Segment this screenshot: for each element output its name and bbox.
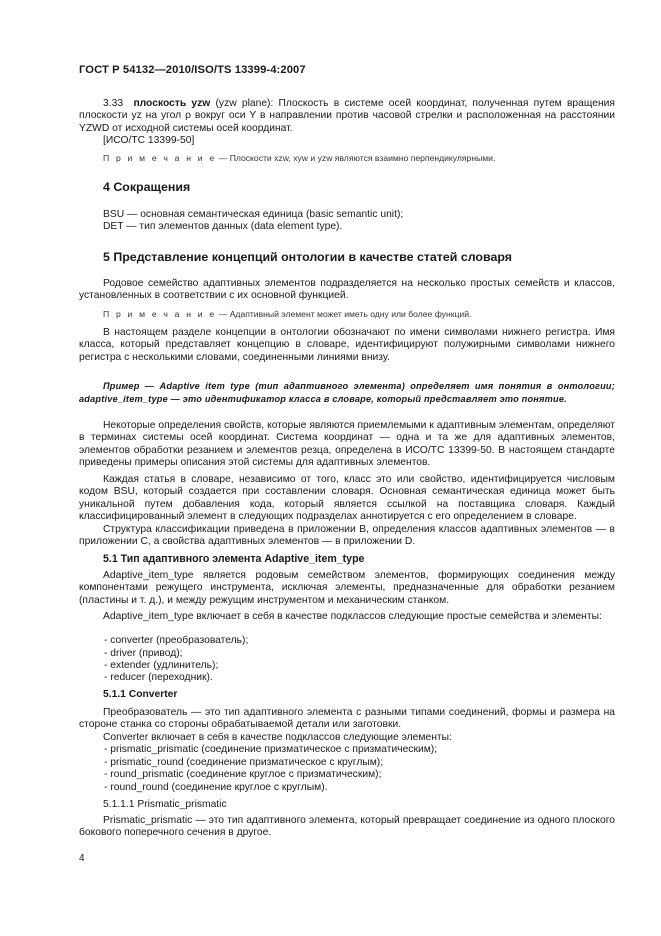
section-5-1-1-heading: 5.1.1 Converter — [103, 689, 178, 700]
section-5-1-paragraph-2: Adaptive_item_type включает в себя в качестве подклассов следующие простые семейства и элементы: — [103, 611, 602, 622]
note-label: П р и м е ч а н и е — [103, 153, 217, 163]
section-5-1-1-paragraph-2: Converter включает в себя в качестве подклассов следующие элементы: — [103, 732, 452, 743]
section-5-1-1-1-paragraph: Prismatic_prismatic — это тип адаптивного элемента, который превращает соединение из одного плоского бокового поперечного сечения в другое. — [79, 815, 615, 839]
section-5-1-paragraph-1: Adaptive_item_type является родовым семейством элементов, формирующих соединения между компонентами режущего инструмента, исключая элементы, предназначенные для обработки резанием (пластины и т. д.), и между режущим инструментом и механическим станком. — [79, 570, 615, 606]
section-5-heading: 5 Представление концепций онтологии в качестве статей словаря — [103, 250, 512, 264]
section-5-paragraph-5: Структура классификации приведена в приложении B, определения классов адаптивных элементов — в приложении C, а свойства адаптивных элементов — в приложении D. — [79, 524, 615, 548]
list-item: - converter (преобразователь); — [104, 635, 249, 646]
list-item: - round_prismatic (соединение круглое с призматическим); — [104, 769, 382, 780]
section-5-1-1-paragraph-1: Преобразователь — это тип адаптивного элемента с разными типами соединений, формы и размера на стороне станка со стороны обрабатываемой детали или заготовки. — [79, 707, 615, 731]
list-item: - round_round (соединение круглое с круглым). — [104, 782, 328, 793]
abbrev-item-1: BSU — основная семантическая единица (basic semantic unit); — [103, 209, 404, 220]
term-note — [79, 153, 615, 164]
section-5-note — [79, 309, 615, 320]
section-5-example: Пример — Adaptive item type (тип адаптивного элемента) определяет имя понятия в онтологии; adaptive_item_type — это идентификатор класса в словаре, который представляет это понятие. — [79, 381, 615, 404]
section-5-paragraph-4: Каждая статья в словаре, независимо от того, класс это или свойство, идентифицируется числовым кодом BSU, который создается при составлении словаря. Основная семантическая единица может быть уникальной путем добавления кода, который является ссылкой на поставщика словаря. Каждый классифицированный элемент в следующих подразделах аннотируется с его определением в словаре. — [79, 474, 615, 523]
list-item: - extender (удлинитель); — [104, 660, 219, 671]
term-name: плоскость yzw — [133, 98, 211, 109]
section-5-paragraph-2: В настоящем разделе концепции в онтологии обозначают по имени символами нижнего регистра. Имя класса, который представляет концепцию в словаре, идентифицируют полужирными символами нижнего регистра с несколькими словами, соединенными линиями внизу. — [79, 327, 615, 363]
term-text: (yzw plane): Плоскость в системе осей координат, полученная путем вращения плоскости yz на угол ρ вокруг оси Y в направлении против часовой стрелки и расположенная на расстоянии YZWD от исходной системы осей координат. — [79, 98, 615, 134]
note-text: — Плоскости xzw, xyw и yzw являются взаимно перпендикулярными. — [216, 153, 496, 163]
note-label: П р и м е ч а н и е — [103, 309, 217, 319]
section-5-paragraph-3: Некоторые определения свойств, которые являются приемлемыми к адаптивным элементам, определяют в терминах системы осей координат. Система координат — одна и та же для адаптивных элементов, элементов обработки резанием и элементов резца, определена в ИСО/ТС 13399-50. В настоящем стандарте приведены примеры описания этой системы для адаптивных элементов. — [79, 420, 615, 469]
term-definition — [79, 98, 615, 135]
list-item: - prismatic_round (соединение призматическое с круглым); — [104, 757, 384, 768]
term-source: [ИСО/ТС 13399-50] — [103, 135, 195, 146]
list-item: - prismatic_prismatic (соединение призматическое с призматическим); — [104, 744, 438, 755]
list-item: - driver (привод); — [104, 648, 183, 659]
page-number: 4 — [79, 853, 85, 864]
section-5-paragraph-1: Родовое семейство адаптивных элементов подразделяется на несколько простых семейств и классов, установленных в соответствии с их основной функцией. — [79, 278, 615, 302]
standard-header: ГОСТ Р 54132—2010/ISO/TS 13399-4:2007 — [79, 64, 306, 76]
note-text: — Адаптивный элемент может иметь одну или более функций. — [216, 309, 472, 319]
section-5-1-heading: 5.1 Тип адаптивного элемента Adaptive_item_type — [103, 553, 365, 565]
abbrev-item-2: DET — тип элементов данных (data element type). — [103, 221, 343, 232]
section-5-1-1-1-heading: 5.1.1.1 Prismatic_prismatic — [103, 799, 227, 810]
section-4-heading: 4 Сокращения — [103, 180, 191, 194]
list-item: - reducer (переходник). — [104, 672, 213, 683]
term-number: 3.33 — [103, 98, 124, 109]
